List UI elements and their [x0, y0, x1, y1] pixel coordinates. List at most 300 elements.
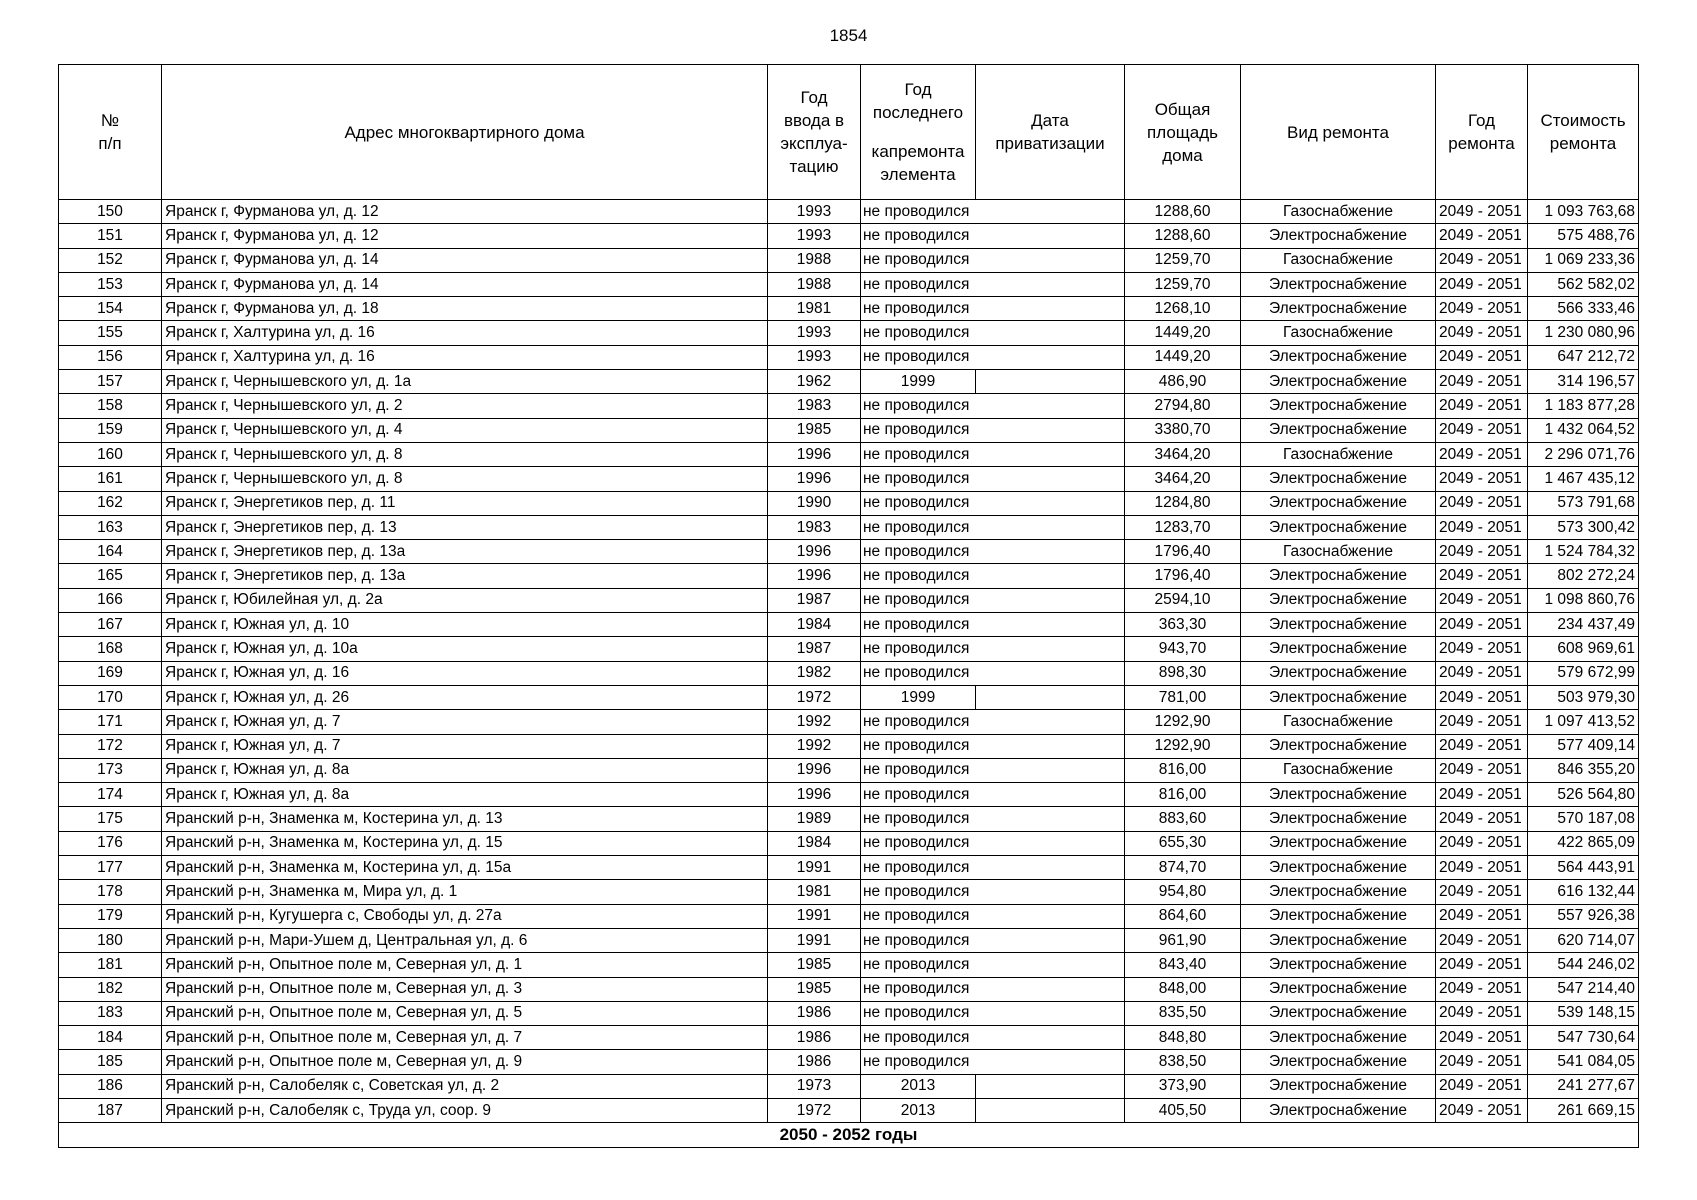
row-privatization [976, 248, 1125, 272]
table-row [59, 856, 1639, 880]
row-last-repair: 1999 [861, 370, 976, 394]
row-repair-cost: 1 069 233,36 [1528, 248, 1639, 272]
row-repair-cost: 1 524 784,32 [1528, 540, 1639, 564]
row-repair-cost: 1 230 080,96 [1528, 321, 1639, 345]
row-number: 187 [59, 1098, 162, 1122]
table-row [59, 783, 1639, 807]
row-number: 152 [59, 248, 162, 272]
row-year-built: 1996 [768, 564, 861, 588]
row-area: 3464,20 [1125, 467, 1241, 491]
row-area: 816,00 [1125, 783, 1241, 807]
row-number: 160 [59, 442, 162, 466]
row-privatization [976, 467, 1125, 491]
row-address: Яранск г, Южная ул, д. 26 [162, 685, 768, 709]
row-address: Яранский р-н, Опытное поле м, Северная ул, д. 7 [162, 1026, 768, 1050]
row-address: Яранский р-н, Салобеляк с, Труда ул, соор. 9 [162, 1098, 768, 1122]
row-last-repair: не проводился [861, 321, 976, 345]
row-privatization [976, 977, 1125, 1001]
row-last-repair: не проводился [861, 272, 976, 296]
row-year-built: 1988 [768, 272, 861, 296]
row-privatization [976, 588, 1125, 612]
row-year-built: 1988 [768, 248, 861, 272]
row-repair-type: Электроснабжение [1241, 1074, 1436, 1098]
row-last-repair: не проводился [861, 564, 976, 588]
page-number: 1854 [829, 26, 868, 45]
row-repair-type: Электроснабжение [1241, 1050, 1436, 1074]
row-area: 848,00 [1125, 977, 1241, 1001]
row-repair-type: Газоснабжение [1241, 758, 1436, 782]
row-area: 1284,80 [1125, 491, 1241, 515]
row-repair-period: 2049 - 2051 [1436, 418, 1528, 442]
row-repair-cost: 1 183 877,28 [1528, 394, 1639, 418]
row-last-repair: не проводился [861, 928, 976, 952]
row-area: 1449,20 [1125, 345, 1241, 369]
row-repair-cost: 575 488,76 [1528, 224, 1639, 248]
table-row [59, 515, 1639, 539]
row-address: Яранск г, Чернышевского ул, д. 8 [162, 467, 768, 491]
row-last-repair: не проводился [861, 977, 976, 1001]
row-address: Яранский р-н, Опытное поле м, Северная ул, д. 1 [162, 953, 768, 977]
table-row [59, 734, 1639, 758]
row-year-built: 1987 [768, 637, 861, 661]
header-row [59, 65, 1639, 200]
row-repair-cost: 526 564,80 [1528, 783, 1639, 807]
row-address: Яранск г, Энергетиков пер, д. 11 [162, 491, 768, 515]
row-privatization [976, 928, 1125, 952]
row-repair-cost: 846 355,20 [1528, 758, 1639, 782]
row-privatization [976, 783, 1125, 807]
row-number: 179 [59, 904, 162, 928]
row-repair-cost: 547 730,64 [1528, 1026, 1639, 1050]
row-address: Яранский р-н, Знаменка м, Костерина ул, д. 15 [162, 831, 768, 855]
row-repair-type: Электроснабжение [1241, 637, 1436, 661]
row-year-built: 1996 [768, 758, 861, 782]
row-year-built: 1993 [768, 321, 861, 345]
row-repair-period: 2049 - 2051 [1436, 977, 1528, 1001]
row-privatization [976, 297, 1125, 321]
row-repair-type: Электроснабжение [1241, 224, 1436, 248]
row-privatization [976, 1001, 1125, 1025]
row-repair-cost: 566 333,46 [1528, 297, 1639, 321]
row-address: Яранск г, Южная ул, д. 16 [162, 661, 768, 685]
row-number: 156 [59, 345, 162, 369]
row-year-built: 1983 [768, 515, 861, 539]
row-last-repair: не проводился [861, 831, 976, 855]
row-repair-type: Газоснабжение [1241, 200, 1436, 224]
row-repair-cost: 1 097 413,52 [1528, 710, 1639, 734]
row-area: 943,70 [1125, 637, 1241, 661]
row-privatization [976, 345, 1125, 369]
row-repair-period: 2049 - 2051 [1436, 564, 1528, 588]
row-area: 835,50 [1125, 1001, 1241, 1025]
table-row [59, 1001, 1639, 1025]
row-address: Яранск г, Халтурина ул, д. 16 [162, 321, 768, 345]
row-area: 1449,20 [1125, 321, 1241, 345]
row-area: 363,30 [1125, 613, 1241, 637]
row-repair-period: 2049 - 2051 [1436, 783, 1528, 807]
row-privatization [976, 491, 1125, 515]
row-repair-type: Газоснабжение [1241, 710, 1436, 734]
table-row [59, 442, 1639, 466]
row-year-built: 1982 [768, 661, 861, 685]
header-repair-cost: Стоимость ремонта [1528, 65, 1639, 200]
row-privatization [976, 1074, 1125, 1098]
row-year-built: 1996 [768, 783, 861, 807]
row-last-repair: не проводился [861, 856, 976, 880]
row-repair-period: 2049 - 2051 [1436, 1074, 1528, 1098]
row-privatization [976, 710, 1125, 734]
row-privatization [976, 418, 1125, 442]
row-repair-cost: 562 582,02 [1528, 272, 1639, 296]
table-row [59, 831, 1639, 855]
row-address: Яранский р-н, Знаменка м, Мира ул, д. 1 [162, 880, 768, 904]
table-row [59, 928, 1639, 952]
table-row [59, 977, 1639, 1001]
row-privatization [976, 637, 1125, 661]
table-row [59, 807, 1639, 831]
row-repair-period: 2049 - 2051 [1436, 467, 1528, 491]
row-last-repair: не проводился [861, 1026, 976, 1050]
row-last-repair: не проводился [861, 200, 976, 224]
row-repair-cost: 616 132,44 [1528, 880, 1639, 904]
table-row [59, 710, 1639, 734]
header-repair-type: Вид ремонта [1241, 65, 1436, 200]
row-area: 373,90 [1125, 1074, 1241, 1098]
row-last-repair: не проводился [861, 904, 976, 928]
row-privatization [976, 613, 1125, 637]
row-repair-type: Электроснабжение [1241, 685, 1436, 709]
row-privatization [976, 953, 1125, 977]
row-last-repair: не проводился [861, 734, 976, 758]
row-privatization [976, 272, 1125, 296]
row-year-built: 1986 [768, 1050, 861, 1074]
row-area: 781,00 [1125, 685, 1241, 709]
row-year-built: 1996 [768, 467, 861, 491]
header-area: Общая площадь дома [1125, 65, 1241, 200]
row-repair-cost: 1 093 763,68 [1528, 200, 1639, 224]
row-repair-period: 2049 - 2051 [1436, 904, 1528, 928]
row-repair-type: Электроснабжение [1241, 880, 1436, 904]
row-last-repair: не проводился [861, 297, 976, 321]
row-repair-cost: 261 669,15 [1528, 1098, 1639, 1122]
row-privatization [976, 758, 1125, 782]
row-repair-type: Электроснабжение [1241, 491, 1436, 515]
row-repair-period: 2049 - 2051 [1436, 1001, 1528, 1025]
row-repair-type: Электроснабжение [1241, 370, 1436, 394]
row-repair-type: Электроснабжение [1241, 394, 1436, 418]
row-number: 155 [59, 321, 162, 345]
row-privatization [976, 540, 1125, 564]
row-number: 186 [59, 1074, 162, 1098]
row-year-built: 1993 [768, 224, 861, 248]
row-repair-cost: 234 437,49 [1528, 613, 1639, 637]
header-repair-period: Год ремонта [1436, 65, 1528, 200]
row-area: 3464,20 [1125, 442, 1241, 466]
row-repair-period: 2049 - 2051 [1436, 637, 1528, 661]
header-address: Адрес многоквартирного дома [162, 65, 768, 200]
row-repair-type: Газоснабжение [1241, 321, 1436, 345]
row-last-repair: не проводился [861, 248, 976, 272]
row-address: Яранский р-н, Опытное поле м, Северная ул, д. 3 [162, 977, 768, 1001]
row-area: 961,90 [1125, 928, 1241, 952]
table-row [59, 1074, 1639, 1098]
row-number: 180 [59, 928, 162, 952]
row-address: Яранск г, Чернышевского ул, д. 2 [162, 394, 768, 418]
row-privatization [976, 224, 1125, 248]
row-area: 838,50 [1125, 1050, 1241, 1074]
row-number: 185 [59, 1050, 162, 1074]
row-year-built: 1991 [768, 904, 861, 928]
row-area: 1292,90 [1125, 734, 1241, 758]
row-address: Яранск г, Южная ул, д. 8а [162, 758, 768, 782]
table-row [59, 564, 1639, 588]
row-repair-type: Электроснабжение [1241, 613, 1436, 637]
row-privatization [976, 1026, 1125, 1050]
row-last-repair: 2013 [861, 1074, 976, 1098]
row-repair-type: Электроснабжение [1241, 297, 1436, 321]
row-repair-period: 2049 - 2051 [1436, 224, 1528, 248]
row-area: 898,30 [1125, 661, 1241, 685]
row-number: 157 [59, 370, 162, 394]
row-last-repair: не проводился [861, 637, 976, 661]
row-last-repair: не проводился [861, 224, 976, 248]
row-year-built: 1989 [768, 807, 861, 831]
row-year-built: 1984 [768, 613, 861, 637]
row-year-built: 1993 [768, 345, 861, 369]
row-last-repair: не проводился [861, 1050, 976, 1074]
row-area: 954,80 [1125, 880, 1241, 904]
row-repair-type: Электроснабжение [1241, 345, 1436, 369]
row-privatization [976, 200, 1125, 224]
row-last-repair: не проводился [861, 807, 976, 831]
table-row [59, 272, 1639, 296]
row-area: 1796,40 [1125, 540, 1241, 564]
row-privatization [976, 685, 1125, 709]
row-repair-cost: 1 098 860,76 [1528, 588, 1639, 612]
row-number: 181 [59, 953, 162, 977]
row-repair-period: 2049 - 2051 [1436, 540, 1528, 564]
row-repair-cost: 608 969,61 [1528, 637, 1639, 661]
row-repair-period: 2049 - 2051 [1436, 856, 1528, 880]
table-row [59, 297, 1639, 321]
row-number: 170 [59, 685, 162, 709]
row-repair-cost: 573 300,42 [1528, 515, 1639, 539]
row-repair-period: 2049 - 2051 [1436, 661, 1528, 685]
row-number: 158 [59, 394, 162, 418]
table-row [59, 953, 1639, 977]
row-number: 174 [59, 783, 162, 807]
row-year-built: 1990 [768, 491, 861, 515]
row-area: 883,60 [1125, 807, 1241, 831]
row-repair-period: 2049 - 2051 [1436, 1098, 1528, 1122]
row-number: 168 [59, 637, 162, 661]
row-repair-cost: 570 187,08 [1528, 807, 1639, 831]
row-repair-type: Электроснабжение [1241, 272, 1436, 296]
row-last-repair: не проводился [861, 783, 976, 807]
row-repair-period: 2049 - 2051 [1436, 758, 1528, 782]
header-year-built: Год ввода в эксплуа- тацию [768, 65, 861, 200]
row-year-built: 1991 [768, 928, 861, 952]
row-address: Яранск г, Фурманова ул, д. 12 [162, 200, 768, 224]
row-year-built: 1987 [768, 588, 861, 612]
row-repair-type: Электроснабжение [1241, 977, 1436, 1001]
row-address: Яранский р-н, Знаменка м, Костерина ул, д. 13 [162, 807, 768, 831]
row-privatization [976, 321, 1125, 345]
row-number: 162 [59, 491, 162, 515]
row-address: Яранск г, Халтурина ул, д. 16 [162, 345, 768, 369]
row-repair-period: 2049 - 2051 [1436, 807, 1528, 831]
row-repair-period: 2049 - 2051 [1436, 831, 1528, 855]
row-privatization [976, 1050, 1125, 1074]
row-number: 178 [59, 880, 162, 904]
row-privatization [976, 807, 1125, 831]
row-last-repair: не проводился [861, 345, 976, 369]
table-row [59, 637, 1639, 661]
row-last-repair: 2013 [861, 1098, 976, 1122]
row-year-built: 1992 [768, 710, 861, 734]
row-address: Яранск г, Южная ул, д. 7 [162, 710, 768, 734]
row-number: 165 [59, 564, 162, 588]
row-last-repair: 1999 [861, 685, 976, 709]
row-privatization [976, 661, 1125, 685]
repair-register-table [58, 64, 1639, 1148]
row-address: Яранск г, Юбилейная ул, д. 2а [162, 588, 768, 612]
row-repair-type: Газоснабжение [1241, 248, 1436, 272]
row-privatization [976, 394, 1125, 418]
row-repair-type: Электроснабжение [1241, 807, 1436, 831]
row-year-built: 1991 [768, 856, 861, 880]
table-row [59, 1098, 1639, 1122]
row-address: Яранский р-н, Кугушерга с, Свободы ул, д. 27а [162, 904, 768, 928]
row-repair-type: Электроснабжение [1241, 831, 1436, 855]
row-repair-period: 2049 - 2051 [1436, 613, 1528, 637]
row-year-built: 1985 [768, 418, 861, 442]
row-area: 864,60 [1125, 904, 1241, 928]
row-number: 166 [59, 588, 162, 612]
row-repair-cost: 314 196,57 [1528, 370, 1639, 394]
row-last-repair: не проводился [861, 491, 976, 515]
header-last-repair: Год последнего капремонта элемента [861, 65, 976, 200]
row-number: 183 [59, 1001, 162, 1025]
row-privatization [976, 515, 1125, 539]
table-row [59, 661, 1639, 685]
row-repair-type: Электроснабжение [1241, 1098, 1436, 1122]
row-repair-type: Газоснабжение [1241, 540, 1436, 564]
row-area: 874,70 [1125, 856, 1241, 880]
row-address: Яранский р-н, Знаменка м, Костерина ул, д. 15а [162, 856, 768, 880]
row-number: 163 [59, 515, 162, 539]
row-repair-cost: 577 409,14 [1528, 734, 1639, 758]
row-address: Яранск г, Южная ул, д. 7 [162, 734, 768, 758]
row-area: 848,80 [1125, 1026, 1241, 1050]
row-repair-period: 2049 - 2051 [1436, 297, 1528, 321]
row-repair-period: 2049 - 2051 [1436, 710, 1528, 734]
row-year-built: 1972 [768, 1098, 861, 1122]
row-last-repair: не проводился [861, 467, 976, 491]
row-year-built: 1985 [768, 977, 861, 1001]
row-address: Яранский р-н, Салобеляк с, Советская ул, д. 2 [162, 1074, 768, 1098]
row-address: Яранск г, Южная ул, д. 10 [162, 613, 768, 637]
row-area: 1292,90 [1125, 710, 1241, 734]
row-repair-cost: 564 443,91 [1528, 856, 1639, 880]
row-address: Яранск г, Фурманова ул, д. 14 [162, 248, 768, 272]
period-footer-row [59, 1123, 1639, 1148]
row-repair-type: Электроснабжение [1241, 1026, 1436, 1050]
row-last-repair: не проводился [861, 394, 976, 418]
row-last-repair: не проводился [861, 442, 976, 466]
table-row [59, 200, 1639, 224]
row-repair-type: Электроснабжение [1241, 588, 1436, 612]
row-repair-cost: 1 467 435,12 [1528, 467, 1639, 491]
row-number: 153 [59, 272, 162, 296]
row-year-built: 1992 [768, 734, 861, 758]
row-address: Яранск г, Фурманова ул, д. 18 [162, 297, 768, 321]
row-year-built: 1985 [768, 953, 861, 977]
row-number: 169 [59, 661, 162, 685]
row-address: Яранский р-н, Опытное поле м, Северная ул, д. 5 [162, 1001, 768, 1025]
table-row [59, 224, 1639, 248]
table-row [59, 613, 1639, 637]
row-address: Яранский р-н, Мари-Ушем д, Центральная ул, д. 6 [162, 928, 768, 952]
row-repair-type: Электроснабжение [1241, 418, 1436, 442]
row-repair-type: Электроснабжение [1241, 515, 1436, 539]
table-row [59, 540, 1639, 564]
row-last-repair: не проводился [861, 953, 976, 977]
row-year-built: 1996 [768, 540, 861, 564]
row-last-repair: не проводился [861, 710, 976, 734]
row-year-built: 1973 [768, 1074, 861, 1098]
row-repair-cost: 544 246,02 [1528, 953, 1639, 977]
row-last-repair: не проводился [861, 418, 976, 442]
row-area: 843,40 [1125, 953, 1241, 977]
row-repair-period: 2049 - 2051 [1436, 321, 1528, 345]
row-area: 816,00 [1125, 758, 1241, 782]
period-footer-label: 2050 - 2052 годы [59, 1123, 1639, 1148]
table-row [59, 467, 1639, 491]
row-repair-period: 2049 - 2051 [1436, 953, 1528, 977]
table-row [59, 588, 1639, 612]
row-repair-cost: 557 926,38 [1528, 904, 1639, 928]
row-year-built: 1962 [768, 370, 861, 394]
row-privatization [976, 734, 1125, 758]
table-row [59, 418, 1639, 442]
row-repair-type: Электроснабжение [1241, 661, 1436, 685]
row-address: Яранский р-н, Опытное поле м, Северная ул, д. 9 [162, 1050, 768, 1074]
row-repair-period: 2049 - 2051 [1436, 515, 1528, 539]
row-last-repair: не проводился [861, 758, 976, 782]
table-row [59, 1050, 1639, 1074]
row-repair-period: 2049 - 2051 [1436, 370, 1528, 394]
table-row [59, 248, 1639, 272]
row-privatization [976, 904, 1125, 928]
row-address: Яранск г, Энергетиков пер, д. 13а [162, 564, 768, 588]
row-number: 184 [59, 1026, 162, 1050]
row-year-built: 1983 [768, 394, 861, 418]
table-row [59, 394, 1639, 418]
header-privatization: Дата приватизации [976, 65, 1125, 200]
row-number: 171 [59, 710, 162, 734]
row-address: Яранск г, Южная ул, д. 8а [162, 783, 768, 807]
row-repair-type: Электроснабжение [1241, 856, 1436, 880]
row-area: 1288,60 [1125, 200, 1241, 224]
row-repair-cost: 579 672,99 [1528, 661, 1639, 685]
row-year-built: 1972 [768, 685, 861, 709]
row-address: Яранск г, Южная ул, д. 10а [162, 637, 768, 661]
row-last-repair: не проводился [861, 661, 976, 685]
row-repair-type: Электроснабжение [1241, 928, 1436, 952]
row-year-built: 1986 [768, 1001, 861, 1025]
row-repair-period: 2049 - 2051 [1436, 685, 1528, 709]
